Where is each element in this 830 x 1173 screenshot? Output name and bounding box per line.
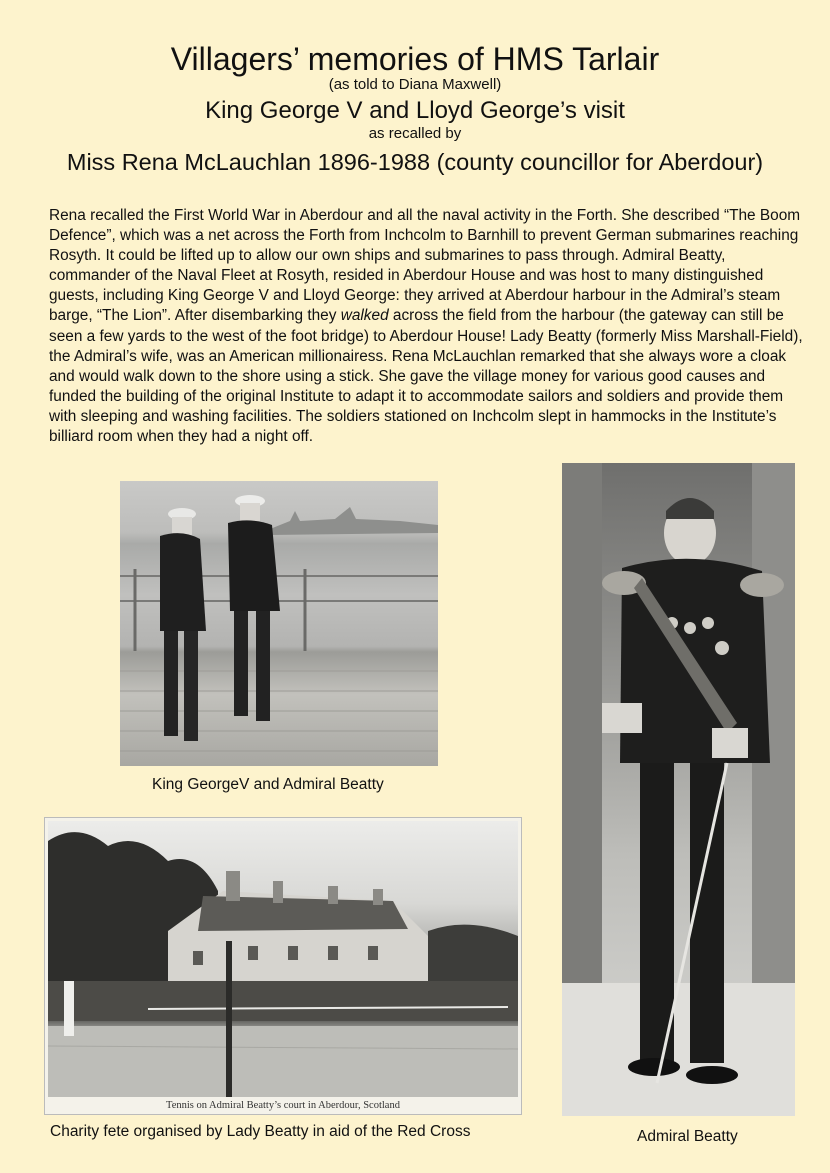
- photo-charity-fete-image: [48, 821, 518, 1097]
- photo-charity-fete: [44, 817, 522, 1115]
- body-text-part1: Rena recalled the First World War in Aberdour and all the naval activity in the Forth. She described “The Boom Defence”, which was a net across the Forth from Inchcolm to Barnhill to prevent German submarines reaching Rosyth. It could be lifted up to allow our own ships and submarines to pass through. Admiral Beatty, commander of the Naval Fleet at Rosyth, resided in Aberdour House and was host to many distinguished guests, including King George V and Lloyd George: they arrived at Aberdour harbour in the Admiral’s steam barge, “The Lion”. After disembarking they: [49, 207, 801, 325]
- photo-admiral-beatty: [562, 463, 795, 1116]
- attribution: (as told to Diana Maxwell): [328, 76, 502, 93]
- photo-charity-fete-inset-caption: Tennis on Admiral Beatty’s court in Aberdour, Scotland: [166, 1100, 400, 1111]
- photo-admiral-beatty-drawing: [562, 463, 795, 1116]
- body-text-part2: across the field from the harbour (the gateway can still be seen a few yards to the west of the foot bridge) to Aberdour House! Lady Beatty (formerly Miss Marshall-Field), the Admiral’s wife, was an American millionairess. Rena McLauchlan remarked that she always wore a cloak and would walk down to the shore using a stick. She gave the village money for various good causes and funded the building of the original Institute to adapt it to accommodate sailors and soldiers and provide them with sleeping and washing facilities. The soldiers stationed on Inchcolm slept in hammocks in the Institute’s billiard room when they had a night off.: [49, 307, 803, 446]
- photo-admiral-beatty-caption: Admiral Beatty: [637, 1128, 738, 1145]
- photo-charity-fete-caption: Charity fete organised by Lady Beatty in aid of the Red Cross: [50, 1123, 471, 1140]
- page-title: Villagers’ memories of HMS Tarlair: [170, 41, 660, 77]
- photo-charity-fete-drawing: [48, 821, 518, 1097]
- recalled-by: as recalled by: [368, 125, 462, 142]
- speaker-title: Miss Rena McLauchlan 1896-1988 (county councillor for Aberdour): [66, 149, 764, 175]
- photo-king-and-admiral-caption: King GeorgeV and Admiral Beatty: [152, 776, 384, 793]
- photo-king-and-admiral-drawing: [120, 481, 438, 766]
- section-title: King George V and Lloyd George’s visit: [205, 97, 625, 124]
- body-paragraph: [49, 206, 809, 447]
- body-text-emphasis: walked: [340, 307, 389, 325]
- photo-king-and-admiral: [120, 481, 438, 766]
